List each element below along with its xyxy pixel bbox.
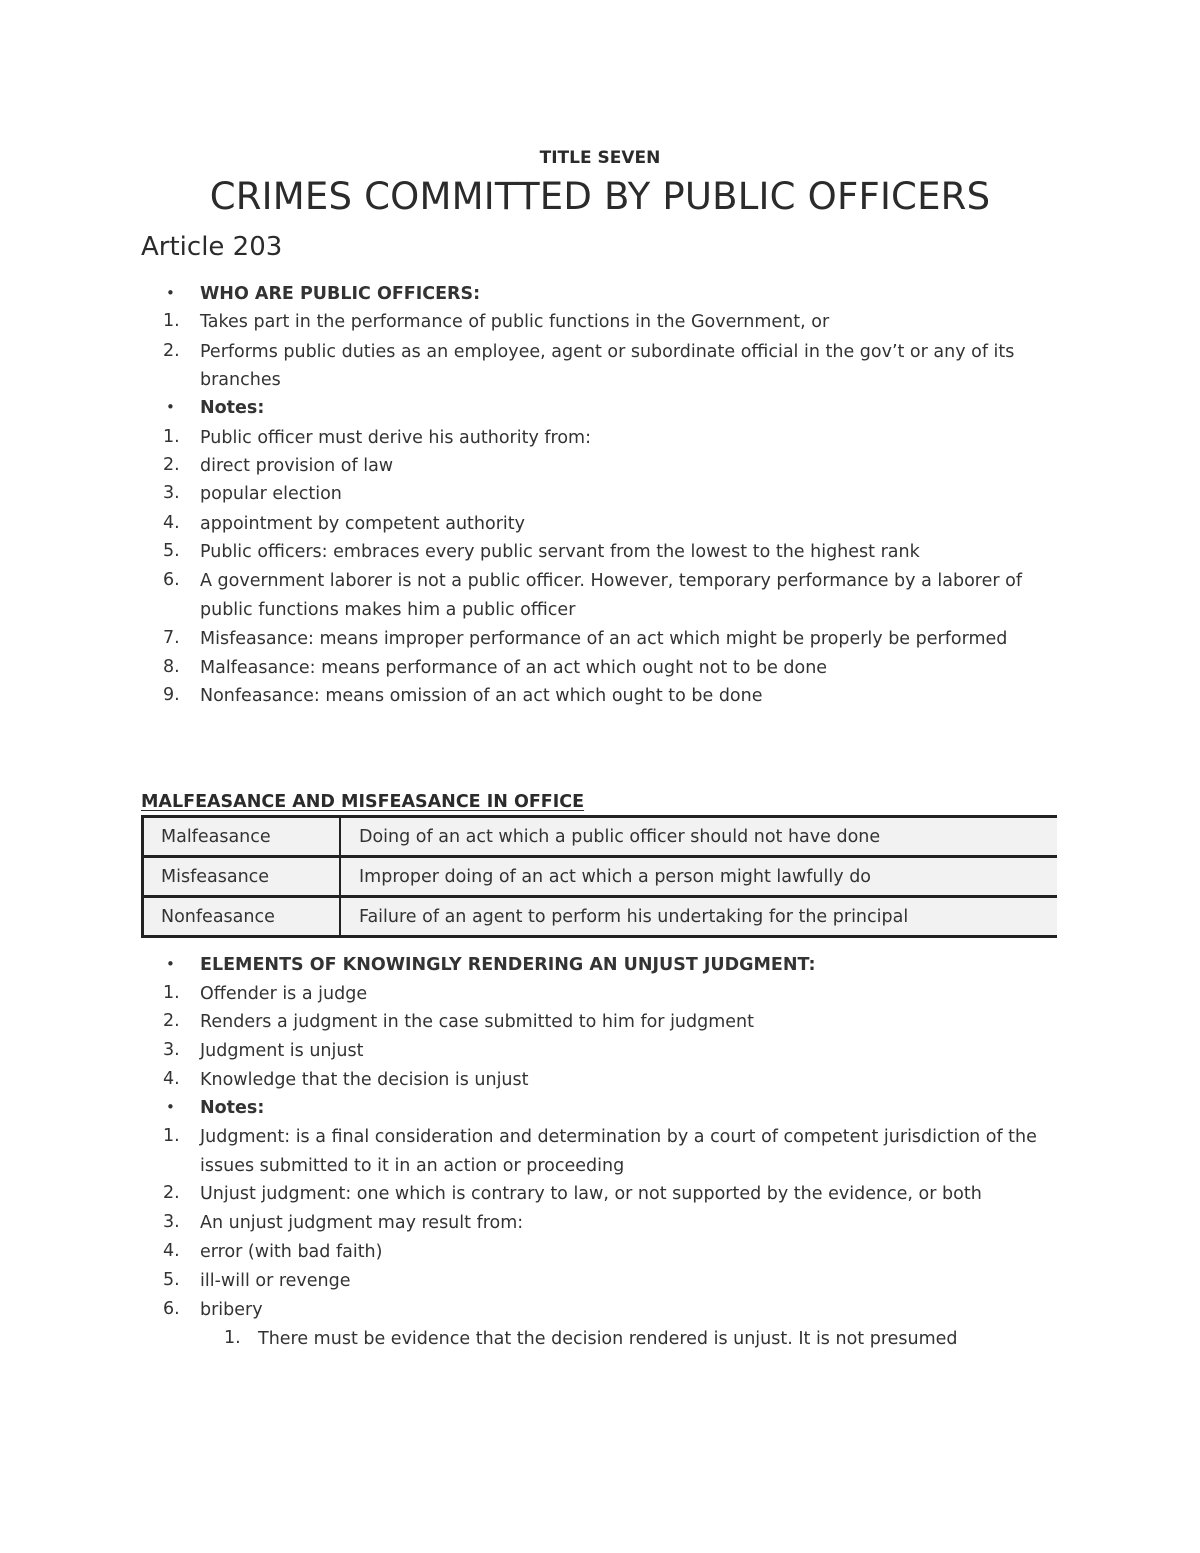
table-cell-term: Misfeasance (143, 857, 341, 897)
list-item-continuation: issues submitted to it in an action or proceeding (200, 1156, 625, 1176)
list-number: 2. (163, 341, 180, 361)
bullet-marker: • (166, 398, 175, 416)
list-number: 1. (163, 983, 180, 1003)
definitions-table (141, 815, 1057, 938)
table-row (143, 857, 1058, 897)
list-item: Unjust judgment: one which is contrary to law, or not supported by the evidence, or both (200, 1184, 982, 1204)
list-item: popular election (200, 484, 342, 504)
list-item: Knowledge that the decision is unjust (200, 1070, 529, 1090)
list-item: An unjust judgment may result from: (200, 1213, 524, 1233)
table-cell-term: Nonfeasance (143, 897, 341, 937)
list-item: error (with bad faith) (200, 1242, 383, 1262)
list-item: appointment by competent authority (200, 514, 525, 534)
list-item: Judgment is unjust (200, 1041, 364, 1061)
list-number: 7. (163, 628, 180, 648)
list-number: 3. (163, 1040, 180, 1060)
title-seven: TITLE SEVEN (539, 148, 661, 168)
list-number: 9. (163, 685, 180, 705)
table-cell-definition: Failure of an agent to perform his undertaking for the principal (340, 897, 1057, 937)
list-number: 2. (163, 1011, 180, 1031)
list-number: 5. (163, 1270, 180, 1290)
list-item: direct provision of law (200, 456, 394, 476)
bullet-marker: • (166, 284, 175, 302)
list-number: 1. (163, 1126, 180, 1146)
article-heading: Article 203 (141, 232, 283, 262)
list-number: 6. (163, 570, 180, 590)
list-number: 3. (163, 1212, 180, 1232)
bullet-marker: • (166, 955, 175, 973)
list-number: 4. (163, 513, 180, 533)
table-cell-definition: Doing of an act which a public officer should not have done (340, 817, 1057, 857)
list-item-continuation: public functions makes him a public officer (200, 600, 576, 620)
list-item: Takes part in the performance of public functions in the Government, or (200, 312, 830, 332)
list-number: 4. (163, 1241, 180, 1261)
section-heading-notes: Notes: (200, 398, 265, 418)
bullet-marker: • (166, 1098, 175, 1116)
section-heading-public-officers: WHO ARE PUBLIC OFFICERS: (200, 284, 481, 304)
main-title: CRIMES COMMITTED BY PUBLIC OFFICERS (209, 175, 991, 218)
list-item: Offender is a judge (200, 984, 368, 1004)
list-number: 3. (163, 483, 180, 503)
list-number: 5. (163, 541, 180, 561)
table-row (143, 897, 1058, 937)
table-row (143, 817, 1058, 857)
list-item: Public officers: embraces every public servant from the lowest to the highest rank (200, 542, 920, 562)
list-number: 6. (163, 1299, 180, 1319)
list-number: 4. (163, 1069, 180, 1089)
table-cell-definition: Improper doing of an act which a person might lawfully do (340, 857, 1057, 897)
list-item: Judgment: is a final consideration and determination by a court of competent jurisdiction of the (200, 1127, 1037, 1147)
sub-list-number: 1. (224, 1328, 241, 1348)
sub-list-item: There must be evidence that the decision rendered is unjust. It is not presumed (258, 1329, 958, 1349)
list-item: A government laborer is not a public officer. However, temporary performance by a laborer of (200, 571, 1022, 591)
list-number: 2. (163, 1183, 180, 1203)
list-item: Public officer must derive his authority from: (200, 428, 591, 448)
list-item-continuation: branches (200, 370, 281, 390)
list-item: Malfeasance: means performance of an act which ought not to be done (200, 658, 828, 678)
list-number: 1. (163, 311, 180, 331)
list-item: Misfeasance: means improper performance of an act which might be properly be performed (200, 629, 1008, 649)
section-heading-elements: ELEMENTS OF KNOWINGLY RENDERING AN UNJUST JUDGMENT: (200, 955, 816, 975)
list-item: Renders a judgment in the case submitted to him for judgment (200, 1012, 755, 1032)
list-item: Nonfeasance: means omission of an act which ought to be done (200, 686, 763, 706)
list-number: 8. (163, 657, 180, 677)
table-cell-term: Malfeasance (143, 817, 341, 857)
table-heading: MALFEASANCE AND MISFEASANCE IN OFFICE (141, 792, 585, 812)
list-item: bribery (200, 1300, 263, 1320)
list-number: 1. (163, 427, 180, 447)
list-number: 2. (163, 455, 180, 475)
list-item: Performs public duties as an employee, agent or subordinate official in the gov’t or any of its (200, 342, 1015, 362)
section-heading-notes: Notes: (200, 1098, 265, 1118)
list-item: ill-will or revenge (200, 1271, 351, 1291)
